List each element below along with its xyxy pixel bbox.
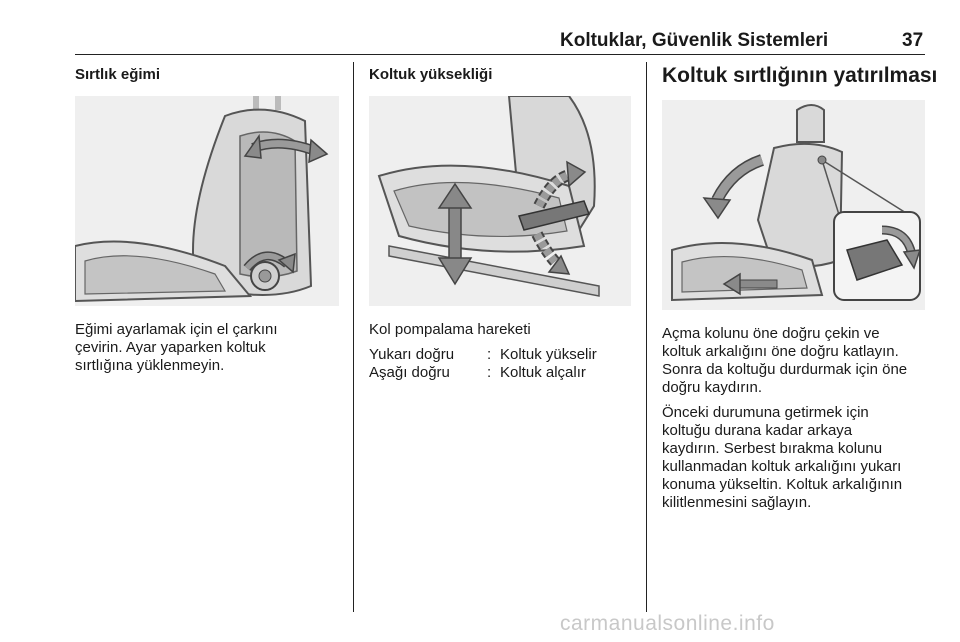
instruction-line: kullanmadan koltuk arkalığını yukarı — [662, 458, 902, 475]
instruction-line: Eğimi ayarlamak için el çarkını — [75, 321, 278, 338]
instruction-line: koltuk arkalığını öne doğru katlayın. — [662, 343, 899, 360]
row-separator: : — [487, 346, 492, 363]
instruction-line: Açma kolunu öne doğru çekin ve — [662, 325, 880, 342]
lever-result: Koltuk alçalır — [500, 364, 586, 381]
section-heading-backrest-tilt: Sırtlık eğimi — [75, 66, 161, 83]
instruction-line: Önceki durumuna getirmek için — [662, 404, 869, 421]
column-divider-1 — [353, 62, 354, 612]
instruction-line: doğru kaydırın. — [662, 379, 763, 396]
page-header-title: Koltuklar, Güvenlik Sistemleri — [560, 30, 829, 51]
lever-direction: Yukarı doğru — [369, 346, 455, 363]
instruction-line: Sonra da koltuğu durdurmak için öne — [662, 361, 908, 378]
section-heading-backrest-fold: Koltuk sırtlığının yatırılması — [662, 64, 938, 87]
header-rule — [75, 54, 925, 55]
lever-intro-text: Kol pompalama hareketi — [369, 321, 531, 338]
lever-direction: Aşağı doğru — [369, 364, 450, 381]
seat-height-lever-icon — [369, 96, 631, 306]
seat-fold-lever-icon — [662, 100, 925, 310]
seat-backrest-wheel-icon — [75, 96, 339, 306]
instruction-line: çevirin. Ayar yaparken koltuk — [75, 339, 266, 356]
column-divider-2 — [646, 62, 647, 612]
instruction-line: kilitlenmesini sağlayın. — [662, 494, 812, 511]
section-heading-seat-height: Koltuk yüksekliği — [369, 66, 493, 83]
watermark-text: carmanualsonline.info — [560, 612, 775, 635]
instruction-line: koltuğu durana kadar arkaya — [662, 422, 853, 439]
instruction-line: konuma yükseltin. Koltuk arkalığının — [662, 476, 903, 493]
instruction-line: sırtlığına yüklenmeyin. — [75, 357, 225, 374]
instruction-line: kaydırın. Serbest bırakma kolunu — [662, 440, 883, 457]
page-number: 37 — [902, 30, 924, 51]
lever-result: Koltuk yükselir — [500, 346, 597, 363]
row-separator: : — [487, 364, 492, 381]
